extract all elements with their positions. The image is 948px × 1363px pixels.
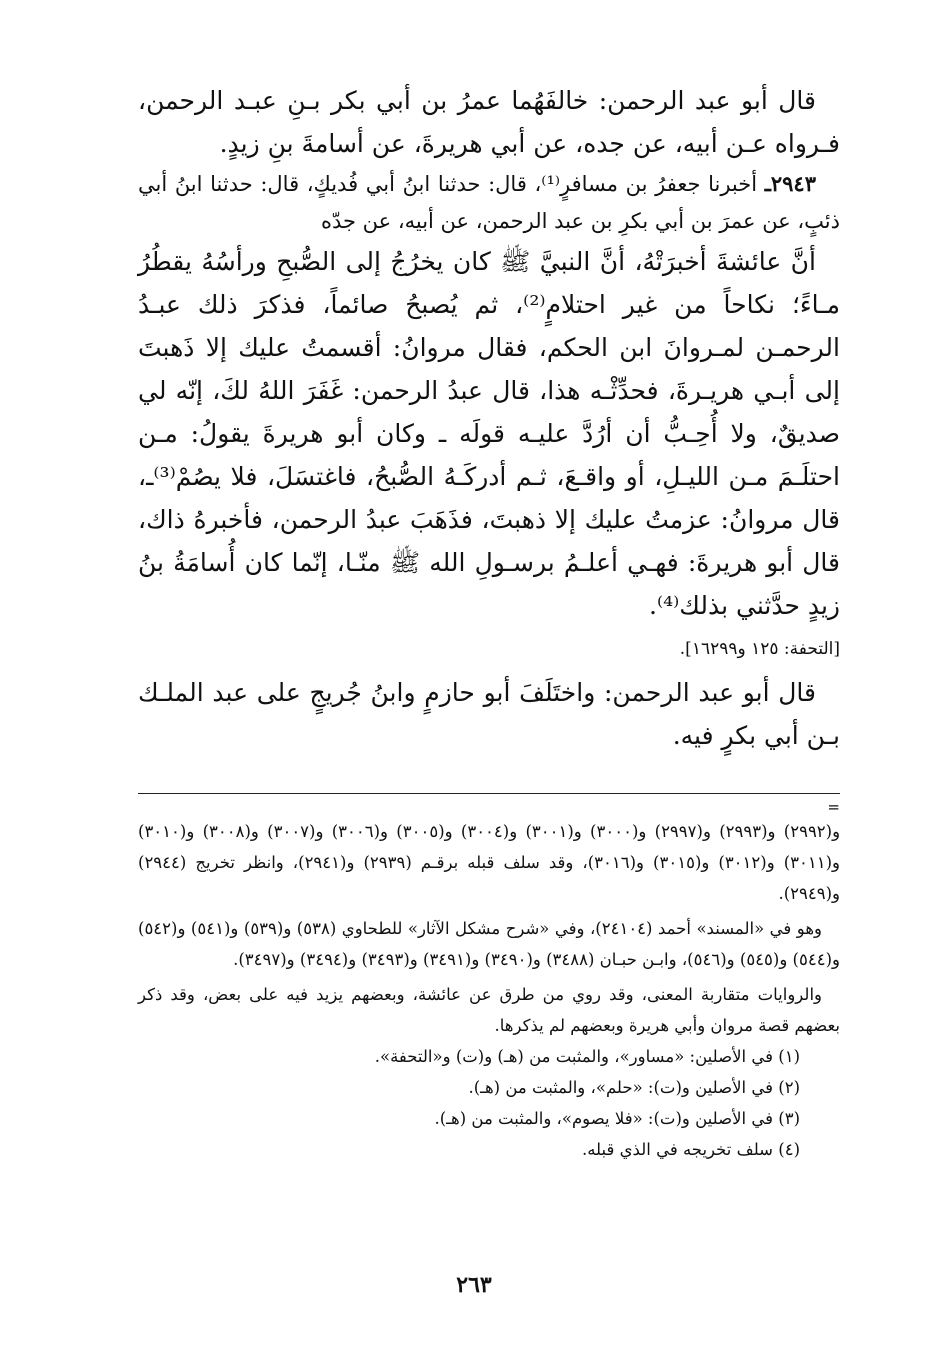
hadith-text: أنَّ عائشةَ أخبرَتْهُ، أنَّ النبيَّ ﷺ كان يخرُجُ إلى الصُّبحِ ورأسُهُ يقطُرُ مـاءً؛ نكاحاً من غير احتلامٍ⁽²⁾، ثم يُصبحُ صائماً، فذكرَ ذلك عبـدُ الرحمـن لمـروانَ ابن الحكم، فقال مروانُ: أقسمتُ عليك إلا ذَهبتَ إلى أبـي هريـرةَ، فحدِّثْـه هذا، قال عبدُ الرحمن: غَفَرَ اللهُ لكَ، إنّه لي صديقٌ، ولا أُحِـبُّ أن أرُدَّ عليـه قولَه ـ وكان أبو هريرةَ يقولُ: مـن احتلَـمَ مـن الليـلِ، أو واقـعَ، ثـم أدركَـهُ الصُّبحُ، فاغتسَلَ، فلا يصُمْ⁽³⁾ـ، قال مروانُ: عزمتُ عليك إلا ذهبتَ، فذَهَبَ عبدُ الرحمن، فأخبرهُ ذاك، قال أبو هريرةَ: فهـي أعلـمُ برسـولِ الله ﷺ منّـا، إنّما كان أُسامَةُ بنُ زيدٍ حدَّثني بذلك⁽⁴⁾.: [138, 247, 840, 620]
continuation-marker: =: [827, 798, 840, 816]
footnote-refs-1: و(٢٩٩٢) و(٢٩٩٣) و(٢٩٩٧) و(٣٠٠٠) و(٣٠٠١) و(٣٠٠٤) و(٣٠٠٥) و(٣٠٠٦) و(٣٠٠٧) و(٣٠٠٨) و(٣٠١٠) و(٣٠١١) و(٣٠١٢) و(٣٠١٥) و(٣٠١٦)، وقد سلف قبله برقـم (٢٩٣٩) و(٢٩٤١)، وانظر تخريج (٢٩٤٤) و(٢٩٤٩).: [138, 822, 841, 903]
footnote-2: (٢) في الأصلين و(ت): «حلم»، والمثبت من (هـ).: [468, 1078, 800, 1097]
hadith-chain: أخبرنا جعفرُ بن مسافرٍ⁽¹⁾، قال: حدثنا ابنُ أبي فُديكٍ، قال: حدثنا ابنُ أبي ذئبٍ، عن عمرَ بن أبي بكرِ بن عبد الرحمن، عن أبيه، عن جدّه: [138, 172, 840, 233]
tuhfa-citation: [التحفة: ١٢٥ و١٦٢٩٩].: [679, 639, 840, 659]
hadith-isnad: [138, 165, 840, 240]
paragraph-intro: قال أبو عبد الرحمن: خالفَهُما عمرُ بن أبي بكر بـنِ عبـد الرحمن، فـرواه عـن أبيه، عن جده، عن أبي هريرةَ، عن أسامةَ بنِ زيدٍ.: [138, 86, 840, 158]
footnote-4: (٤) سلف تخريجه في الذي قبله.: [581, 1140, 800, 1159]
footnotes: [138, 816, 840, 1165]
footnote-3: (٣) في الأصلين و(ت): «فلا يصوم»، والمثبت من (هـ).: [434, 1109, 800, 1128]
footnote-divider: [138, 793, 840, 794]
footnote-refs-2: وهو في «المسند» أحمد (٢٤١٠٤)، وفي «شرح مشكل الآثار» للطحاوي (٥٣٨) و(٥٣٩) و(٥٤١) و(٥٤٢) و(٥٤٤) و(٥٤٥) و(٥٤٦)، وابـن حبـان (٣٤٨٨) و(٣٤٩٠) و(٣٤٩١) و(٣٤٩٣) و(٣٤٩٤) و(٣٤٩٧).: [138, 919, 840, 969]
footnote-refs-3: والروايات متقاربة المعنى، وقد روي من طرق عن عائشة، وبعضهم يزيد فيه على بعض، وقد ذكر بعضهم قصة مروان وأبي هريرة وبعضهم لم يذكرها.: [138, 985, 840, 1035]
hadith-number: ٢٩٤٣ـ: [764, 171, 816, 196]
main-text: [138, 79, 840, 757]
page-number: ٢٦٣: [456, 1272, 492, 1298]
paragraph-closing: قال أبو عبد الرحمن: واختَلَفَ أبو حازمٍ وابنُ جُريجٍ على عبد الملـك بـن أبي بكرٍ فيه.: [138, 678, 840, 750]
footnote-1: (١) في الأصلين: «مساور»، والمثبت من (هـ) و(ت) و«التحفة».: [374, 1047, 800, 1066]
